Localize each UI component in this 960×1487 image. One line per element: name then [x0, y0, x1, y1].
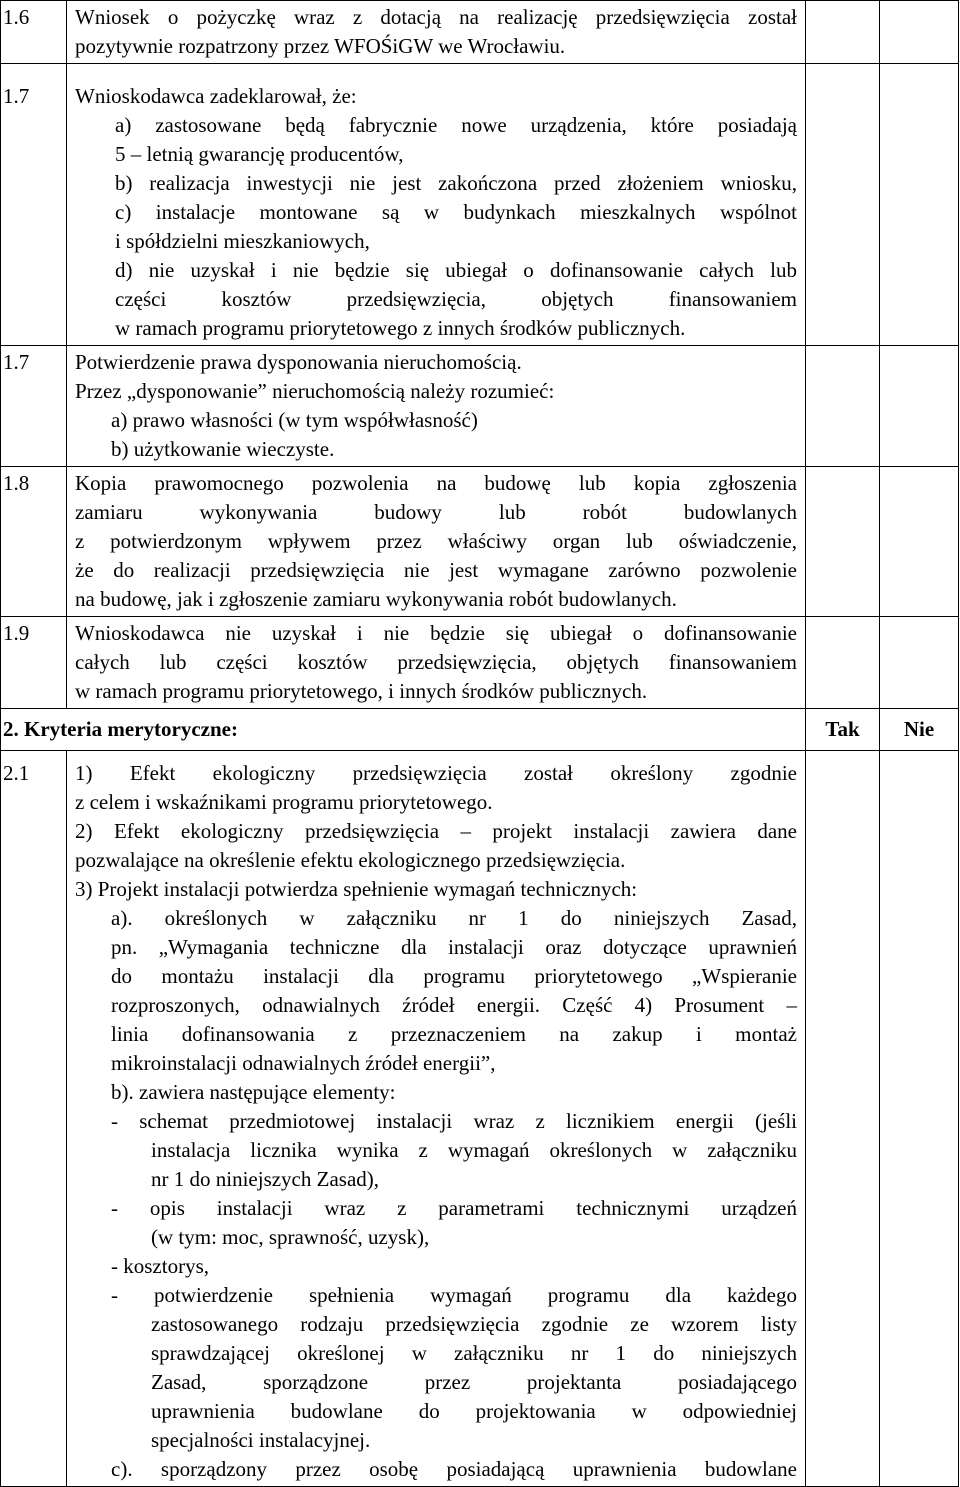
text-line: mikroinstalacji odnawialnych źródeł energii”, [111, 1051, 496, 1075]
text-line: specjalności instalacyjnej. [151, 1428, 371, 1452]
text-line: b). zawiera następujące elementy: [111, 1080, 396, 1104]
text-line: Potwierdzenie prawa dysponowania nieruchomością. [75, 350, 522, 374]
section-title: 2. Kryteria merytoryczne: [1, 709, 806, 751]
table-row [1, 617, 959, 709]
yes-cell[interactable] [806, 346, 880, 467]
text-line: b) realizacja inwestycji nie jest zakończona przed złożeniem wniosku, [115, 171, 797, 195]
text-line: a) zastosowane będą fabrycznie nowe urządzenia, które posiadają [115, 113, 797, 137]
text-line: a) prawo własności (w tym współwłasność) [111, 408, 478, 432]
text-line: c) instalacje montowane są w budynkach mieszkalnych wspólnot [115, 200, 797, 224]
row-number: 1.6 [1, 1, 67, 64]
text-line: pozytywnie rozpatrzony przez WFOŚiGW we Wrocławiu. [75, 34, 566, 58]
table-row [1, 1, 959, 64]
text-line: w ramach programu priorytetowego, i innych środków publicznych. [75, 679, 648, 703]
text-line: rozproszonych, odnawialnych źródeł energii. Część 4) Prosument – [111, 993, 797, 1017]
text-line: - potwierdzenie spełnienia wymagań programu dla każdego [111, 1283, 797, 1307]
section-header-row [1, 709, 959, 751]
row-description [67, 467, 806, 617]
text-line: instalacja licznika wynika z wymagań określonych w załączniku [151, 1138, 797, 1162]
row-number: 1.8 [1, 467, 67, 617]
table-row [1, 751, 959, 1487]
text-line: Przez „dysponowanie” nieruchomością należy rozumieć: [75, 379, 555, 403]
row-description [67, 617, 806, 709]
text-line: z potwierdzonym wpływem przez właściwy organ lub oświadczenie, [75, 529, 797, 553]
row-description [67, 346, 806, 467]
text-line: nr 1 do niniejszych Zasad), [151, 1167, 380, 1191]
row-number: 1.9 [1, 617, 67, 709]
text-line: Wnioskodawca zadeklarował, że: [75, 84, 357, 108]
text-line: 2) Efekt ekologiczny przedsięwzięcia – projekt instalacji zawiera dane [75, 819, 797, 843]
text-line: na budowę, jak i zgłoszenie zamiaru wykonywania robót budowlanych. [75, 587, 677, 611]
table-row [1, 346, 959, 467]
text-line: a). określonych w załączniku nr 1 do niniejszych Zasad, [111, 906, 797, 930]
text-line: linia dofinansowania z przeznaczeniem na zakup i montaż [111, 1022, 797, 1046]
yes-cell[interactable] [806, 64, 880, 346]
text-line: części kosztów przedsięwzięcia, objętych finansowaniem [115, 287, 797, 311]
row-number: 1.7 [1, 64, 67, 346]
text-line: w ramach programu priorytetowego z innych środków publicznych. [115, 316, 686, 340]
row-description [67, 64, 806, 346]
text-line: Wniosek o pożyczkę wraz z dotacją na realizację przedsięwzięcia został [75, 5, 797, 29]
no-cell[interactable] [880, 467, 959, 617]
table-row [1, 64, 959, 346]
text-line: d) nie uzyskał i nie będzie się ubiegał o dofinansowanie całych lub [115, 258, 797, 282]
text-line: - opis instalacji wraz z parametrami technicznymi urządzeń [111, 1196, 797, 1220]
table-row [1, 467, 959, 617]
text-line: 3) Projekt instalacji potwierdza spełnienie wymagań technicznych: [75, 877, 638, 901]
text-line: zamiaru wykonywania budowy lub robót budowlanych [75, 500, 797, 524]
no-cell[interactable] [880, 1, 959, 64]
text-line: - schemat przedmiotowej instalacji wraz z licznikiem energii (jeśli [111, 1109, 797, 1133]
yes-cell[interactable] [806, 1, 880, 64]
no-cell[interactable] [880, 751, 959, 1487]
row-description [67, 1, 806, 64]
text-line: i spółdzielni mieszkaniowych, [115, 229, 370, 253]
text-line: pozwalające na określenie efektu ekologicznego przedsięwzięcia. [75, 848, 626, 872]
text-line: zastosowanego rodzaju przedsięwzięcia zgodnie ze wzorem listy [151, 1312, 797, 1336]
text-line: - kosztorys, [111, 1254, 209, 1278]
text-line: Kopia prawomocnego pozwolenia na budowę lub kopia zgłoszenia [75, 471, 797, 495]
text-line: 1) Efekt ekologiczny przedsięwzięcia został określony zgodnie [75, 761, 797, 785]
no-cell[interactable] [880, 64, 959, 346]
text-line: do montażu instalacji dla programu priorytetowego „Wspieranie [111, 964, 797, 988]
text-line: 5 – letnią gwarancję producentów, [115, 142, 404, 166]
no-cell[interactable] [880, 346, 959, 467]
text-line: Wnioskodawca nie uzyskał i nie będzie się ubiegał o dofinansowanie [75, 621, 797, 645]
row-description [67, 751, 806, 1487]
yes-cell[interactable] [806, 617, 880, 709]
text-line: sprawdzającej określonej w załączniku nr 1 do niniejszych [151, 1341, 797, 1365]
text-line: że do realizacji przedsięwzięcia nie jest wymagane zarówno pozwolenie [75, 558, 797, 582]
yes-column-header: Tak [806, 709, 880, 751]
row-number: 2.1 [1, 751, 67, 1487]
yes-cell[interactable] [806, 751, 880, 1487]
yes-cell[interactable] [806, 467, 880, 617]
text-line: pn. „Wymagania techniczne dla instalacji oraz dotyczące uprawnień [111, 935, 797, 959]
row-number: 1.7 [1, 346, 67, 467]
no-cell[interactable] [880, 617, 959, 709]
text-line: (w tym: moc, sprawność, uzysk), [151, 1225, 430, 1249]
text-line: c). sporządzony przez osobę posiadającą uprawnienia budowlane [111, 1457, 797, 1481]
text-line: Zasad, sporządzone przez projektanta posiadającego [151, 1370, 797, 1394]
text-line: uprawnienia budowlane do projektowania w odpowiedniej [151, 1399, 797, 1423]
text-line: z celem i wskaźnikami programu priorytetowego. [75, 790, 493, 814]
text-line: całych lub części kosztów przedsięwzięcia, objętych finansowaniem [75, 650, 797, 674]
text-line: b) użytkowanie wieczyste. [111, 437, 335, 461]
no-column-header: Nie [880, 709, 959, 751]
